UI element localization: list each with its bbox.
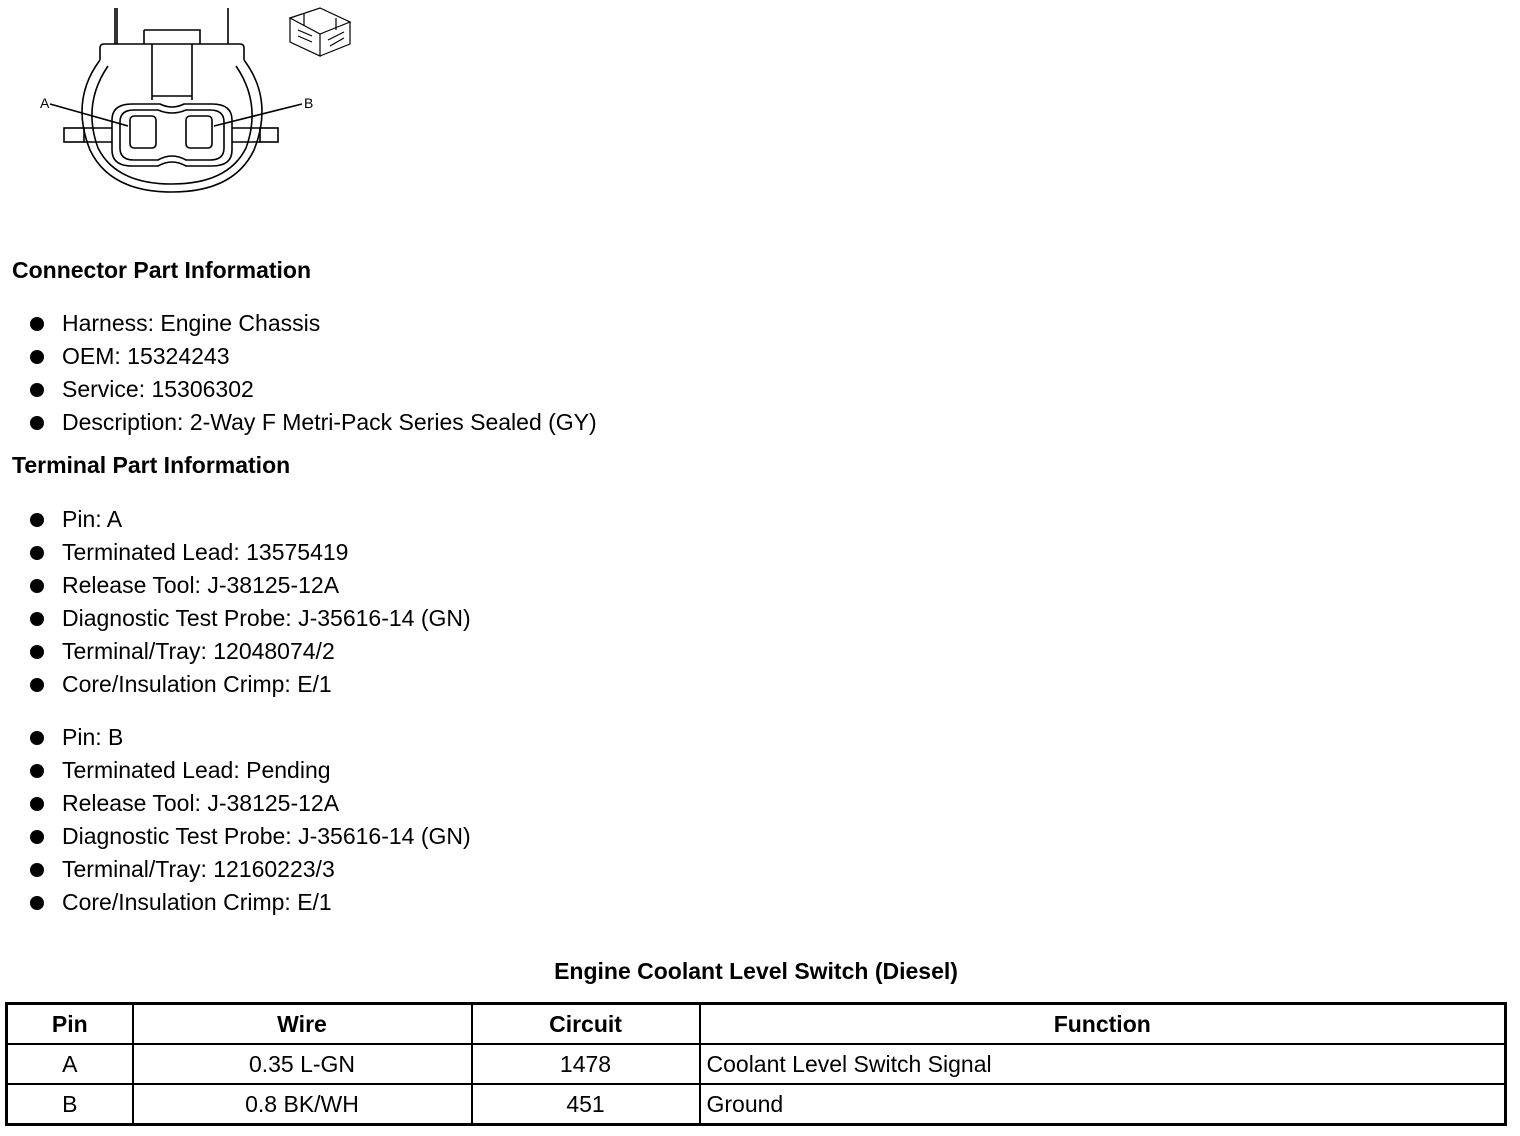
pinout-table bbox=[5, 1002, 1507, 1126]
cell-wire: 0.35 L-GN bbox=[133, 1044, 472, 1084]
pin-b-test-probe: Diagnostic Test Probe: J-35616-14 (GN) bbox=[62, 823, 471, 849]
bullet-icon bbox=[30, 546, 44, 560]
pin-a-callout: A bbox=[40, 95, 50, 111]
table-row bbox=[7, 1044, 1506, 1084]
pin-a-test-probe: Diagnostic Test Probe: J-35616-14 (GN) bbox=[62, 605, 471, 631]
cell-wire: 0.8 BK/WH bbox=[133, 1084, 472, 1125]
connector-part-heading: Connector Part Information bbox=[12, 257, 312, 283]
cavity-a bbox=[130, 116, 156, 148]
list-item bbox=[28, 602, 471, 635]
cavity-b bbox=[186, 116, 212, 148]
header-function: Function bbox=[700, 1004, 1506, 1045]
bullet-icon bbox=[30, 764, 44, 778]
cell-pin: A bbox=[7, 1044, 133, 1084]
terminal-part-heading: Terminal Part Information bbox=[12, 452, 291, 478]
list-item bbox=[28, 307, 597, 340]
connector-oem: OEM: 15324243 bbox=[62, 343, 230, 369]
bullet-icon bbox=[30, 678, 44, 692]
cell-function: Ground bbox=[700, 1084, 1506, 1125]
pin-b-crimp: Core/Insulation Crimp: E/1 bbox=[62, 889, 332, 915]
bullet-icon bbox=[30, 350, 44, 364]
list-item bbox=[28, 536, 471, 569]
cell-pin: B bbox=[7, 1084, 133, 1125]
connector-description: Description: 2-Way F Metri-Pack Series Sealed (GY) bbox=[62, 409, 597, 435]
list-item bbox=[28, 787, 471, 820]
list-item bbox=[28, 373, 597, 406]
header-wire: Wire bbox=[133, 1004, 472, 1045]
table-row bbox=[7, 1084, 1506, 1125]
list-item bbox=[28, 754, 471, 787]
connector-thumbnail-icon bbox=[290, 8, 350, 56]
list-item bbox=[28, 340, 597, 373]
pin-a-pin: Pin: A bbox=[62, 506, 123, 532]
bullet-icon bbox=[30, 896, 44, 910]
list-item bbox=[28, 668, 471, 701]
list-item bbox=[28, 886, 471, 919]
connector-service: Service: 15306302 bbox=[62, 376, 254, 402]
bullet-icon bbox=[30, 645, 44, 659]
bullet-icon bbox=[30, 731, 44, 745]
pin-b-terminal-tray: Terminal/Tray: 12160223/3 bbox=[62, 856, 335, 882]
table-title: Engine Coolant Level Switch (Diesel) bbox=[554, 958, 958, 984]
pin-a-terminal-tray: Terminal/Tray: 12048074/2 bbox=[62, 638, 335, 664]
bullet-icon bbox=[30, 797, 44, 811]
bullet-icon bbox=[30, 863, 44, 877]
pin-b-callout: B bbox=[304, 95, 314, 111]
bullet-icon bbox=[30, 612, 44, 626]
terminal-pin-a-list bbox=[28, 503, 471, 701]
cell-circuit: 451 bbox=[472, 1084, 700, 1125]
list-item bbox=[28, 635, 471, 668]
bullet-icon bbox=[30, 317, 44, 331]
header-circuit: Circuit bbox=[472, 1004, 700, 1045]
terminal-pin-b-list bbox=[28, 721, 471, 919]
list-item bbox=[28, 820, 471, 853]
list-item bbox=[28, 503, 471, 536]
pin-a-terminated-lead: Terminated Lead: 13575419 bbox=[62, 539, 349, 565]
connector-part-list bbox=[28, 307, 597, 439]
list-item bbox=[28, 569, 471, 602]
pin-b-pin: Pin: B bbox=[62, 724, 124, 750]
list-item bbox=[28, 721, 471, 754]
pin-a-crimp: Core/Insulation Crimp: E/1 bbox=[62, 671, 332, 697]
connector-harness: Harness: Engine Chassis bbox=[62, 310, 321, 336]
table-header-row bbox=[7, 1004, 1506, 1045]
list-item bbox=[28, 406, 597, 439]
bullet-icon bbox=[30, 513, 44, 527]
pin-a-release-tool: Release Tool: J-38125-12A bbox=[62, 572, 340, 598]
connector-diagram bbox=[0, 0, 380, 210]
list-item bbox=[28, 853, 471, 886]
bullet-icon bbox=[30, 579, 44, 593]
bullet-icon bbox=[30, 830, 44, 844]
bullet-icon bbox=[30, 383, 44, 397]
bullet-icon bbox=[30, 416, 44, 430]
cell-function: Coolant Level Switch Signal bbox=[700, 1044, 1506, 1084]
cell-circuit: 1478 bbox=[472, 1044, 700, 1084]
header-pin: Pin bbox=[7, 1004, 133, 1045]
pin-b-release-tool: Release Tool: J-38125-12A bbox=[62, 790, 340, 816]
pin-b-terminated-lead: Terminated Lead: Pending bbox=[62, 757, 331, 783]
connector-face-drawing bbox=[0, 0, 380, 210]
